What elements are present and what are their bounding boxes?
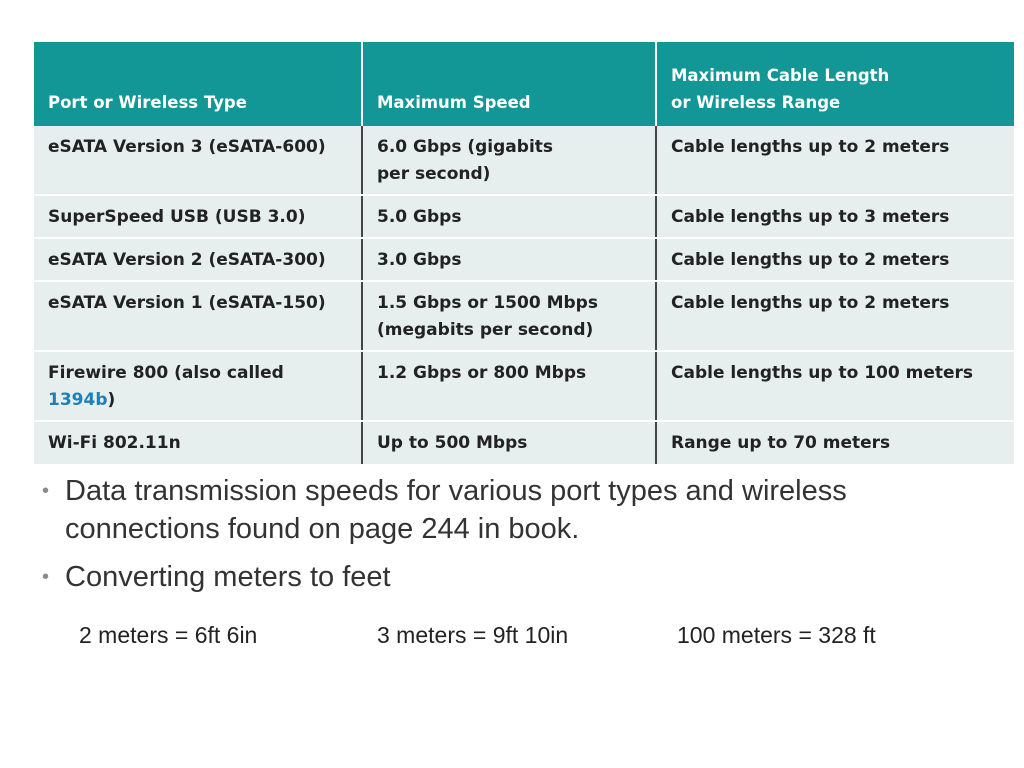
table-row — [34, 238, 1014, 281]
header-port-type: Port or Wireless Type — [34, 42, 362, 126]
header-max-range-line1: Maximum Cable Length — [671, 66, 890, 85]
table-row — [34, 351, 1014, 421]
cell-speed-line1: 6.0 Gbps (gigabits — [377, 137, 554, 157]
bullet-item — [42, 558, 1002, 596]
cell-type: SuperSpeed USB (USB 3.0) — [34, 195, 362, 238]
header-max-speed: Maximum Speed — [362, 42, 656, 126]
conversion-label: 2 meters — [79, 622, 169, 648]
cell-type-line2 — [48, 461, 349, 464]
cell-type: eSATA Version 3 (eSATA-600) — [34, 126, 362, 195]
bullet-text: Converting meters to feet — [65, 561, 391, 593]
conversion-label: 100 meters — [677, 622, 793, 648]
cell-range: Cable lengths up to 2 meters — [656, 281, 1014, 351]
cell-range: Cable lengths up to 100 meters — [656, 351, 1014, 421]
link-1394b[interactable]: 1394b — [48, 390, 108, 410]
conversion-100m — [677, 622, 876, 649]
table-header-row — [34, 42, 1014, 126]
cell-type-line1: Wi-Fi 802.11n — [48, 433, 181, 453]
cell-range: Cable lengths up to 2 meters — [656, 126, 1014, 195]
conversion-label: 3 meters — [377, 622, 467, 648]
conversion-value: = 9ft 10in — [466, 622, 569, 648]
cell-speed — [362, 126, 656, 195]
cell-speed: 5.0 Gbps — [362, 195, 656, 238]
conversion-value: = 328 ft — [792, 622, 876, 648]
conversion-3m — [377, 622, 568, 649]
bullet-dot-icon: • — [42, 566, 50, 588]
cell-speed: 3.0 Gbps — [362, 238, 656, 281]
cell-type: eSATA Version 1 (eSATA-150) — [34, 281, 362, 351]
conversion-value: = 6ft 6in — [168, 622, 258, 648]
cell-type-text: Firewire 800 (also called — [48, 363, 284, 383]
header-max-range-line2: or Wireless Range — [671, 93, 841, 112]
table-row — [34, 421, 1014, 464]
cell-speed: Up to 500 Mbps — [362, 421, 656, 464]
header-max-range — [656, 42, 1014, 126]
cell-range: Range up to 70 meters — [656, 421, 1014, 464]
conversion-2m — [79, 622, 257, 649]
table-row — [34, 281, 1014, 351]
bullet-item — [42, 472, 1002, 548]
cell-speed-line2: per second) — [377, 164, 491, 184]
cell-speed — [362, 281, 656, 351]
cell-type — [34, 351, 362, 421]
cell-speed: 1.2 Gbps or 800 Mbps — [362, 351, 656, 421]
cell-speed-line2: (megabits per second) — [377, 320, 594, 340]
bullet-text: Data transmission speeds for various port types and wireless connections found on page 244 in book. — [65, 475, 847, 545]
cell-type: eSATA Version 2 (eSATA-300) — [34, 238, 362, 281]
cell-type-end: ) — [107, 390, 116, 410]
bullet-list — [42, 472, 1002, 606]
port-speed-table — [34, 42, 1014, 464]
cell-speed-line1: 1.5 Gbps or 1500 Mbps — [377, 293, 598, 313]
bullet-dot-icon: • — [42, 480, 50, 502]
cell-range: Cable lengths up to 3 meters — [656, 195, 1014, 238]
cell-type — [34, 421, 362, 464]
cell-range: Cable lengths up to 2 meters — [656, 238, 1014, 281]
table-row — [34, 195, 1014, 238]
table-row — [34, 126, 1014, 195]
